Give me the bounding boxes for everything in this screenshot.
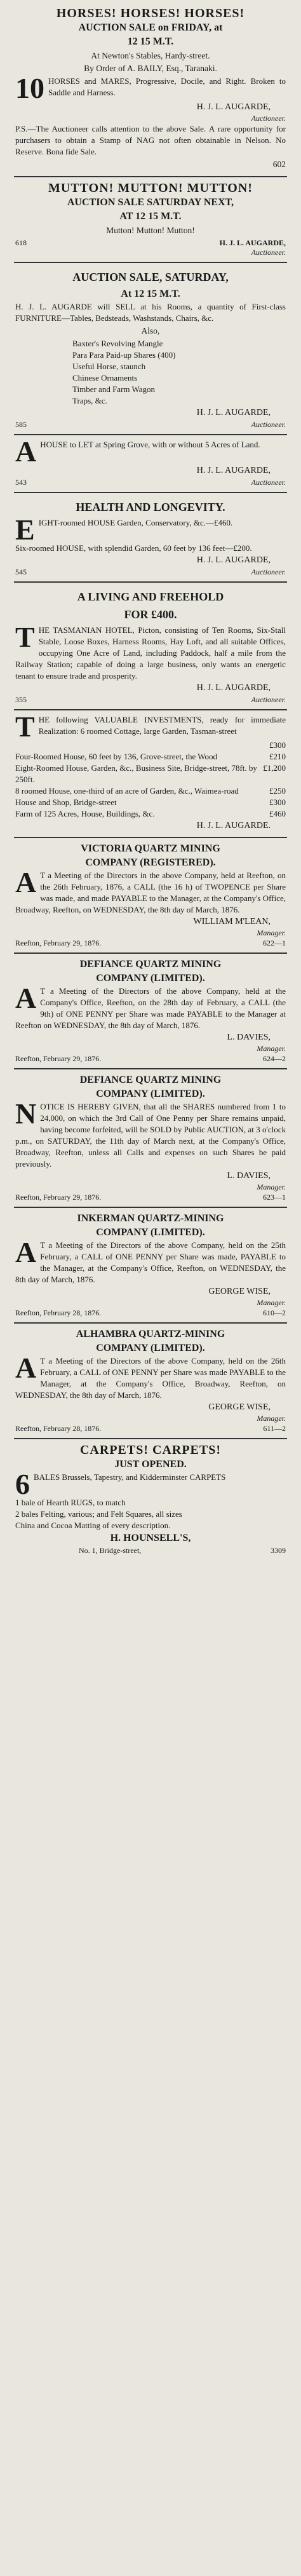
ad-title: A LIVING AND FREEHOLD [77, 590, 224, 603]
ad-role: Auctioneer. [251, 695, 286, 704]
ad-ref: 624—2 [263, 1054, 286, 1063]
ad-subline: Mutton! Mutton! Mutton! [106, 226, 195, 235]
ad-title-2: COMPANY (REGISTERED). [85, 857, 216, 868]
ad-role: Manager. [257, 1044, 286, 1053]
drop-cap: A [15, 866, 37, 898]
item-price: £250 [269, 786, 286, 796]
ad-footer [15, 1423, 286, 1434]
ad-body [15, 1352, 286, 1401]
drop-cap: A [15, 982, 37, 1014]
ad-time: At 12 15 M.T. [121, 288, 180, 299]
list-item: 1 bale of Hearth RUGS, to match [15, 1498, 126, 1507]
list-item [15, 751, 286, 763]
ad-defiance-mining-call [14, 952, 287, 1068]
list-item: China and Cocoa Matting of every description. [15, 1521, 171, 1530]
ad-title-2: COMPANY (LIMITED). [96, 1088, 205, 1099]
ad-signer: L. DAVIES, [227, 1033, 271, 1042]
ad-title-2: COMPANY (LIMITED). [96, 1227, 205, 1238]
ad-subtitle: AUCTION SALE SATURDAY NEXT, [67, 197, 234, 208]
ad-role: Manager. [257, 1414, 286, 1423]
list-item: Timber and Farm Wagon [72, 384, 156, 394]
list-item [15, 763, 286, 785]
ad-signer: GEORGE WISE, [208, 1402, 271, 1412]
ad-order: By Order of A. BAILY, Esq., Taranaki. [84, 64, 217, 73]
item-price: £300 [269, 797, 286, 807]
item-price: £460 [269, 809, 286, 818]
ad-signer: H. J. L. AUGARDE, [196, 555, 271, 565]
drop-cap: E [15, 513, 35, 546]
ad-body [15, 513, 286, 546]
ad-title: HEALTH AND LONGEVITY. [76, 501, 225, 513]
drop-cap: 10 [15, 72, 44, 104]
ad-title: MUTTON! MUTTON! MUTTON! [48, 181, 253, 195]
list-item: Chinese Ornaments [72, 373, 138, 383]
ad-postscript: P.S.—The Auctioneer calls attention to the above Sale. A rare opportunity for purchasers to obtain a Stamp of NAG not often obtainable in Nelson. No Reserve. Bona fide Sale. [15, 124, 286, 156]
list-item: Para Para Paid-up Shares (400) [72, 350, 176, 360]
ad-mutton [14, 176, 287, 262]
ad-role: Manager. [257, 1298, 286, 1307]
list-item [15, 785, 286, 797]
item-text: Eight-Roomed House, Garden, &c., Business Site, Bridge-street, 78ft. by 250ft. [15, 763, 257, 784]
ad-investments [14, 709, 287, 837]
ad-footer [15, 1054, 286, 1064]
ad-living-freehold [14, 581, 287, 709]
ad-ref: 622—1 [263, 939, 286, 947]
ad-signer: WILLIAM M'LEAN, [193, 917, 271, 926]
ad-body-text: IGHT-roomed HOUSE Garden, Conservatory, &c.—£460. [38, 518, 233, 527]
ad-date: Reefton, February 28, 1876. [15, 1308, 102, 1317]
ad-body-text: T a Meeting of the Directors of the above Company, held on the 25th February, a CALL of ONE PENNY per Share was made, PAYABLE to the Manager, at the Company's Office, Reefton, on WEDNESDAY, the 8th day of March, 1876. [15, 1240, 286, 1284]
item-text: Four-Roomed House, 60 feet by 136, Grove-street, the Wood [15, 752, 217, 761]
ad-role: Manager. [257, 928, 286, 937]
ad-body [15, 710, 286, 743]
ad-title: AUCTION SALE, SATURDAY, [72, 271, 229, 283]
ad-body-text: HOUSE to LET at Spring Grove, with or without 5 Acres of Land. [40, 440, 260, 449]
ad-body: H. J. L. AUGARDE will SELL at his Rooms, a quantity of First-class FURNITURE—Tables, Bedsteads, Washstands, Chairs, &c. [15, 302, 286, 323]
ad-body [15, 72, 286, 104]
item-price: £1,200 [263, 763, 286, 773]
ad-footer [15, 238, 286, 248]
ad-title-2: FOR £400. [124, 608, 177, 621]
ad-footer [15, 1308, 286, 1318]
ad-signer: H. J. L. AUGARDE, [219, 238, 286, 247]
ad-footer [15, 1545, 286, 1556]
drop-cap: N [15, 1097, 37, 1130]
ad-date: Reefton, February 29, 1876. [15, 1193, 102, 1202]
ad-body [15, 866, 286, 916]
drop-cap: A [15, 1352, 37, 1384]
ad-body [15, 1236, 286, 1285]
item-price: £300 [269, 740, 286, 750]
ad-items [15, 1497, 286, 1531]
ad-inkerman-mining [14, 1207, 287, 1322]
ad-title: DEFIANCE QUARTZ MINING [79, 959, 222, 970]
ad-ref: 611—2 [263, 1424, 286, 1433]
ad-body-text: OTICE IS HEREBY GIVEN, that all the SHARES numbered from 1 to 24,000, on which the 3rd Call of One Penny per Share remains unpaid, having become forfeited, will be SOLD by Public AUCTION, at 3 o'clock p.m., on SATURDAY, the 11th day of March next, at the Company's Office, Broadway, Reefton, unless all Calls and expenses on such Shares be paid previously. [15, 1102, 286, 1169]
ad-signer: H. J. L. AUGARDE, [196, 102, 271, 112]
ad-victoria-mining [14, 837, 287, 952]
ad-signer: H. J. L. AUGARDE, [196, 466, 271, 475]
ad-role: Auctioneer. [251, 420, 286, 429]
ad-footer [15, 477, 286, 487]
ad-body-2: Six-roomed HOUSE, with splendid Garden, 60 feet by 136 feet—£200. [15, 543, 252, 553]
item-text: House and Shop, Bridge-street [15, 797, 117, 807]
ad-role: Auctioneer. [251, 114, 286, 123]
ad-body [15, 1468, 286, 1500]
ad-role: Auctioneer. [251, 567, 286, 576]
ad-title: ALHAMBRA QUARTZ-MINING [76, 1329, 225, 1339]
ad-health-longevity [14, 492, 287, 581]
ad-footer [15, 1192, 286, 1202]
ad-title-2: COMPANY (LIMITED). [96, 973, 205, 984]
list-item [15, 797, 286, 808]
ad-title: INKERMAN QUARTZ-MINING [77, 1213, 224, 1224]
ad-ref: 585 [15, 420, 27, 429]
ad-location: At Newton's Stables, Hardy-street. [91, 51, 210, 60]
ad-body-text: HORSES and MARES, Progressive, Docile, and Right. Broken to Saddle and Harness. [48, 76, 286, 97]
ad-subtitle: AUCTION SALE on FRIDAY, at [78, 22, 223, 33]
list-item [15, 740, 286, 751]
drop-cap: T [15, 710, 35, 743]
ad-body [15, 621, 286, 682]
ad-role: Manager. [257, 1183, 286, 1191]
ad-body-text: HE TASMANIAN HOTEL, Picton, consisting of Ten Rooms, Six-Stall Stable, Loose Boxes, Harness Rooms, Hay Loft, and all suitable Offices, occupying One Acre of Land, including Paddock, half a mile from the Railway Station; capable of doing a large business, only wants an energetic tenant to ensure trade and prosperity. [15, 625, 286, 681]
ad-body-text: T a Meeting of the Directors of the above Company, held on the 26th February, a CALL of ONE PENNY per Share was made PAYABLE to the Manager, at the Company's Office, Broadway, Reefton, on WEDNESDAY, the 8th day of March, 1876. [15, 1356, 286, 1400]
drop-cap: A [15, 1236, 37, 1268]
ad-house-to-let [14, 434, 287, 492]
ad-footer [15, 938, 286, 948]
ad-title-2: COMPANY (LIMITED). [96, 1343, 205, 1353]
ad-signer: L. DAVIES, [227, 1171, 271, 1181]
list-item: 2 bales Felting, various; and Felt Squares, all sizes [15, 1509, 182, 1519]
ad-auction-saturday [14, 262, 287, 434]
ad-title: VICTORIA QUARTZ MINING [81, 843, 220, 854]
ad-role: Auctioneer. [251, 248, 286, 257]
ad-body-text: HE following VALUABLE INVESTMENTS, ready for immediate Realization: 6 roomed Cottage, large Garden, Tasman-street [38, 715, 286, 736]
ad-date: Reefton, February 28, 1876. [15, 1424, 102, 1433]
list-item: Baxter's Revolving Mangle [72, 339, 163, 348]
list-item: Useful Horse, staunch [72, 362, 146, 371]
ad-body [15, 982, 286, 1031]
item-text: 8 roomed House, one-third of an acre of Garden, &c., Waimea-road [15, 786, 239, 796]
ad-items [15, 338, 286, 407]
ad-title: HORSES! HORSES! HORSES! [56, 6, 245, 20]
ad-ref: 545 [15, 567, 27, 576]
ad-body-text: T a Meeting of the Directors in the above Company, held at Reefton, on the 26th February, 1876, a CALL (the 16 h) of TWOPENCE per Share was made, and made PAYABLE to the Manager, at the Company's Office, Broadway, Reefton, on WEDNESDAY, the 8th day of March, 1876. [15, 871, 286, 914]
ad-address: No. 1, Bridge-street, [79, 1546, 142, 1555]
ad-time: 12 15 M.T. [127, 36, 174, 47]
ad-body [15, 435, 286, 468]
ad-date: Reefton, February 29, 1876. [15, 939, 102, 947]
ad-ref: 3309 [271, 1546, 286, 1555]
ad-ref: 618 [15, 238, 27, 247]
ad-footer [15, 695, 286, 705]
ad-role: Auctioneer. [251, 478, 286, 487]
ad-time: AT 12 15 M.T. [119, 211, 182, 222]
item-price: £210 [269, 752, 286, 761]
ad-ref: 623—1 [263, 1193, 286, 1202]
ad-title: CARPETS! CARPETS! [79, 1443, 222, 1457]
drop-cap: 6 [15, 1468, 30, 1500]
ad-signer: GEORGE WISE, [208, 1287, 271, 1296]
ad-signer: H. J. L. AUGARDE, [196, 408, 271, 417]
list-item: Traps, &c. [72, 396, 107, 405]
ad-alhambra-mining [14, 1322, 287, 1438]
ad-signer: H. J. L. AUGARDE, [196, 683, 271, 693]
ad-footer [15, 567, 286, 577]
ad-body-text: T a Meeting of the Directors of the above Company, held at the Company's Office, Reefton, on the 28th day of February, a CALL (the 9th) of ONE PENNY per Share was made PAYABLE to the Manager at Reefton on WEDNESDAY, the 8th day of March, 1876. [15, 986, 286, 1030]
ad-title: DEFIANCE QUARTZ MINING [79, 1074, 222, 1085]
ad-ref: 610—2 [263, 1308, 286, 1317]
ad-date: Reefton, February 29, 1876. [15, 1054, 102, 1063]
ad-defiance-mining-notice [14, 1068, 287, 1207]
ad-footer [15, 419, 286, 430]
ad-signer: H. J. L. AUGARDE. [196, 821, 271, 830]
ad-body [15, 1097, 286, 1170]
ad-ref: 355 [15, 695, 27, 704]
list-item [15, 808, 286, 820]
ad-signer: H. HOUNSELL'S, [110, 1533, 191, 1543]
drop-cap: T [15, 621, 35, 653]
newspaper-column [14, 0, 287, 1560]
ad-also: Also, [141, 326, 160, 336]
ad-body-text: BALES Brussels, Tapestry, and Kidderminster CARPETS [34, 1472, 226, 1482]
price-list [15, 740, 286, 820]
drop-cap: A [15, 435, 37, 468]
ad-subtitle: JUST OPENED. [114, 1459, 187, 1470]
ad-carpets [14, 1438, 287, 1560]
ad-ref: 543 [15, 478, 27, 487]
ad-horses [14, 3, 287, 176]
item-text: Farm of 125 Acres, House, Buildings, &c. [15, 809, 155, 818]
ad-ref: 602 [272, 159, 286, 169]
